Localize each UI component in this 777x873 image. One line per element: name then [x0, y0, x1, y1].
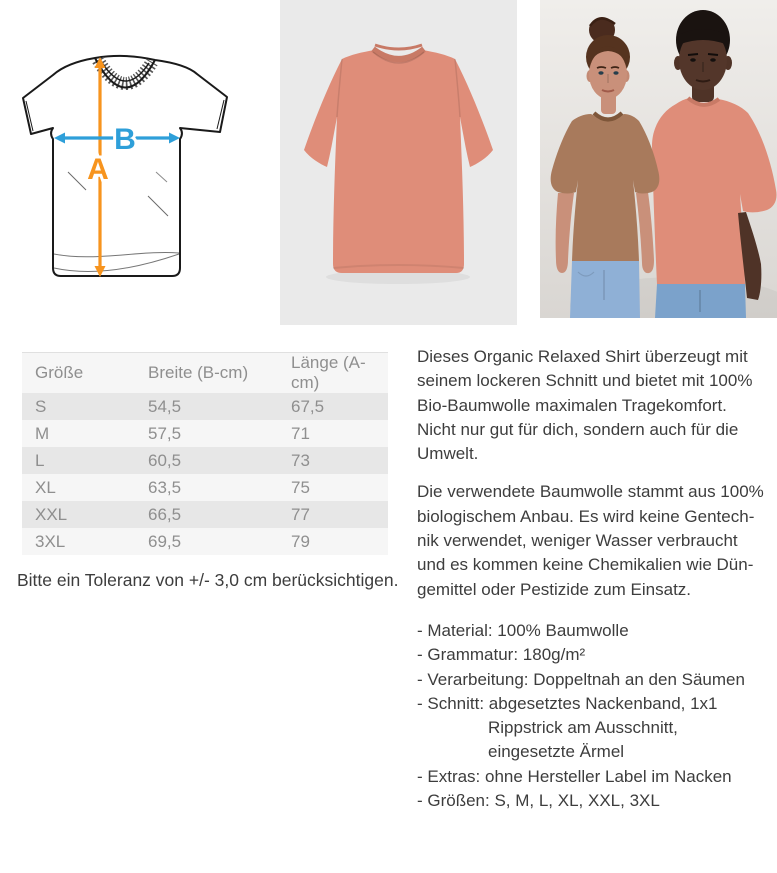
cell-size: S [35, 396, 47, 416]
cell-length: 71 [291, 423, 310, 443]
size-table-header-row [22, 353, 388, 394]
description-line: nik verwendet, weniger Wasser verbraucht [417, 531, 738, 551]
cell-size: M [35, 423, 50, 443]
table-row [22, 474, 388, 501]
cell-width: 63,5 [148, 477, 182, 497]
man-eye [710, 58, 716, 61]
cell-size: XL [35, 477, 56, 497]
spec-item-extras: - Extras: ohne Hersteller Label im Nacken [417, 766, 732, 786]
description-line: Nicht nur gut für dich, sondern auch für die [417, 419, 739, 439]
spec-item-verarbeitung: - Verarbeitung: Doppeltnah an den Säumen [417, 669, 745, 689]
cell-width: 60,5 [148, 450, 182, 470]
description-paragraph-1 [417, 345, 777, 466]
description-line: und es kommen keine Chemikalien wie Dün- [417, 555, 754, 575]
cell-width: 57,5 [148, 423, 182, 443]
man-eye [690, 58, 696, 61]
man-brow [688, 54, 698, 55]
woman-eye [613, 71, 618, 74]
cell-length: 73 [291, 450, 310, 470]
col-header-size: Größe [22, 353, 135, 394]
table-row [22, 420, 388, 447]
table-row [22, 501, 388, 528]
spec-item-grammatur: - Grammatur: 180g/m² [417, 645, 586, 665]
spec-item-material: - Material: 100% Baumwolle [417, 620, 629, 640]
description-paragraph-2 [417, 480, 777, 601]
spec-item-groessen: - Größen: S, M, L, XL, XXL, 3XL [417, 791, 660, 811]
man-brow [708, 54, 718, 55]
description-line: Dieses Organic Relaxed Shirt überzeugt mit [417, 347, 748, 366]
table-row [22, 528, 388, 555]
cell-length: 79 [291, 531, 310, 551]
size-diagram [20, 54, 230, 280]
tolerance-note: Bitte ein Toleranz von +/- 3,0 cm berücksichtigen. [17, 570, 399, 590]
woman-brow [597, 67, 606, 68]
woman-brow [611, 67, 619, 68]
col-header-length: Länge (A-cm) [278, 353, 388, 394]
product-description [417, 345, 777, 813]
models-image [540, 0, 777, 318]
cell-length: 77 [291, 504, 310, 524]
cell-length: 67,5 [291, 396, 325, 416]
cell-length: 75 [291, 477, 310, 497]
woman-jeans [570, 261, 640, 318]
tshirt-outline [23, 56, 227, 276]
table-row [22, 393, 388, 420]
description-line: seinem lockeren Schnitt und bietet mit 100% [417, 371, 753, 391]
description-line: gemittel oder Pestizide zum Einsatz. [417, 579, 692, 599]
product-spec-list [417, 619, 777, 813]
size-table [22, 352, 388, 555]
cell-size: 3XL [35, 531, 66, 551]
product-photo [280, 0, 517, 325]
table-row [22, 447, 388, 474]
description-line: Die verwendete Baumwolle stammt aus 100% [417, 482, 764, 502]
label-a: A [87, 153, 109, 186]
description-line: Umwelt. [417, 444, 479, 464]
cell-width: 54,5 [148, 396, 182, 416]
spec-item-schnitt-cont: Rippstrick am Ausschnitt, [488, 718, 678, 738]
cell-size: L [35, 450, 45, 470]
tshirt-measurement-illustration [20, 54, 230, 280]
woman-eye [598, 71, 603, 74]
cell-size: XXL [35, 504, 68, 524]
description-line: Bio-Baumwolle maximalen Tragekomfort. [417, 395, 727, 415]
label-b: B [114, 123, 136, 156]
product-shirt-image [280, 0, 517, 325]
models-photo [540, 0, 777, 318]
description-line: biologischem Anbau. Es wird keine Gentech- [417, 506, 755, 526]
col-header-width: Breite (B-cm) [135, 353, 278, 394]
cell-width: 69,5 [148, 531, 182, 551]
spec-item-schnitt: - Schnitt: abgesetztes Nackenband, 1x1 [417, 693, 718, 713]
spec-item-schnitt-cont: eingesetzte Ärmel [488, 742, 625, 762]
cell-width: 66,5 [148, 504, 182, 524]
